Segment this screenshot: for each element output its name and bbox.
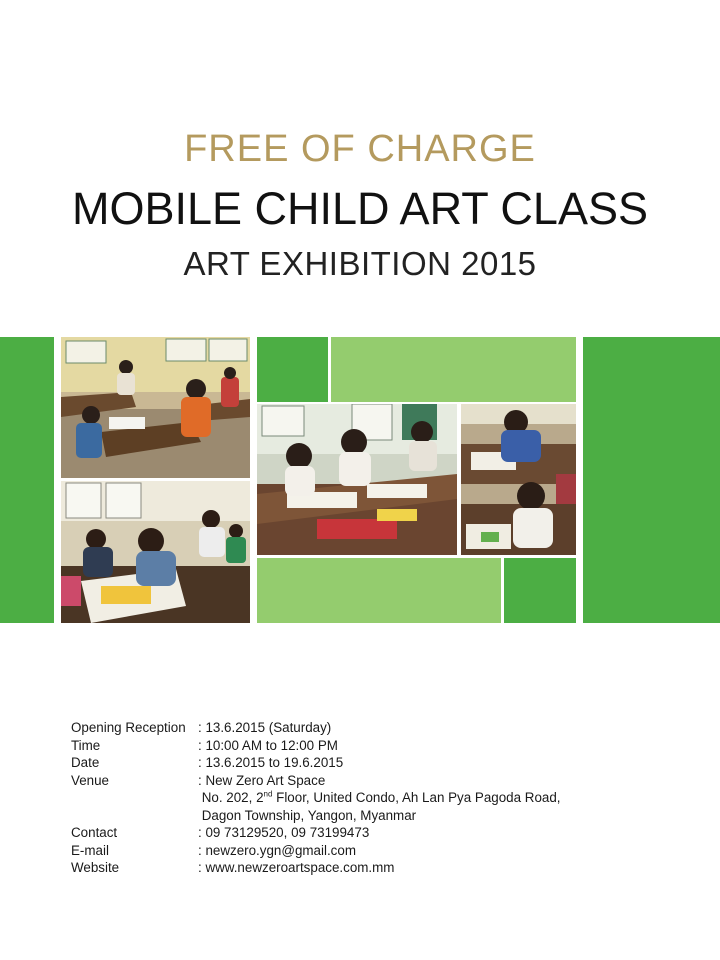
photo-girls-at-desks bbox=[257, 404, 457, 555]
opening-reception-label: Opening Reception bbox=[71, 720, 186, 735]
website-row bbox=[71, 859, 561, 877]
event-details bbox=[71, 719, 561, 877]
email-label: E-mail bbox=[71, 842, 109, 858]
date-value: : 13.6.2015 to 19.6.2015 bbox=[198, 755, 344, 770]
green-block-left bbox=[0, 337, 54, 623]
email-row bbox=[71, 842, 561, 860]
contact-value: : 09 73129520, 09 73199473 bbox=[198, 825, 370, 840]
email-value: : newzero.ygn@gmail.com bbox=[198, 842, 356, 858]
venue-address-line-2 bbox=[71, 789, 561, 807]
opening-reception-value: : 13.6.2015 (Saturday) bbox=[198, 720, 332, 735]
photo-boys-drawing bbox=[61, 481, 250, 623]
venue-address-sup: nd bbox=[263, 789, 273, 799]
venue-address-city: Dagon Township, Yangon, Myanmar bbox=[201, 807, 417, 823]
website-label: Website bbox=[71, 860, 120, 875]
page-title: MOBILE CHILD ART CLASS bbox=[71, 183, 649, 234]
green-block-top-wide bbox=[331, 337, 576, 402]
photo-children-painting bbox=[461, 404, 576, 555]
venue-address-line-3 bbox=[71, 807, 561, 825]
green-block-small-top bbox=[257, 337, 328, 402]
time-value: : 10:00 AM to 12:00 PM bbox=[198, 737, 338, 753]
time-label: Time bbox=[71, 737, 101, 753]
venue-address-part-a: No. 202, 2 bbox=[201, 790, 264, 805]
date-label: Date bbox=[71, 755, 100, 770]
free-of-charge-heading: FREE OF CHARGE bbox=[184, 128, 536, 170]
opening-reception-row bbox=[71, 719, 561, 737]
contact-row bbox=[71, 824, 561, 842]
venue-row bbox=[71, 772, 561, 790]
website-value: : www.newzeroartspace.com.mm bbox=[198, 860, 395, 875]
venue-label: Venue bbox=[71, 772, 109, 788]
green-block-right bbox=[583, 337, 720, 623]
photo-classroom-drawing bbox=[61, 337, 250, 478]
date-row bbox=[71, 754, 561, 772]
green-block-bottom-small bbox=[504, 558, 576, 623]
venue-value: : New Zero Art Space bbox=[198, 772, 326, 788]
contact-label: Contact bbox=[71, 825, 118, 840]
green-block-bottom-wide bbox=[257, 558, 501, 623]
exhibition-subtitle: ART EXHIBITION 2015 bbox=[183, 245, 537, 282]
venue-address-part-b: Floor, United Condo, Ah Lan Pya Pagoda Road, bbox=[272, 790, 561, 805]
time-row bbox=[71, 737, 561, 755]
